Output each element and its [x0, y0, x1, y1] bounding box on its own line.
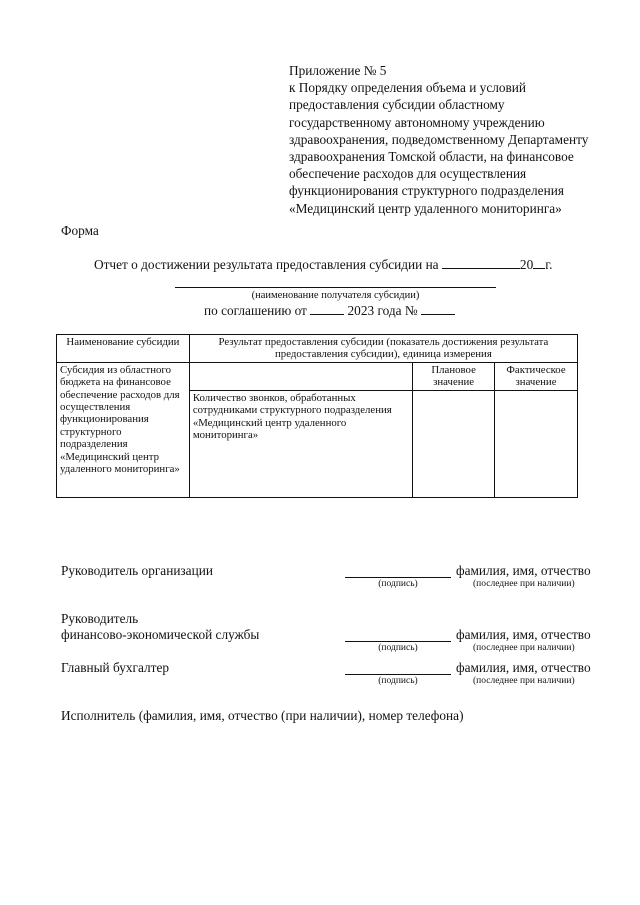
appendix-line: здравоохранения, подведомственному Департаменту: [289, 131, 589, 147]
year-blank: [533, 268, 545, 269]
agreement-date-blank: [310, 314, 344, 315]
header-planned: Плановое значение: [413, 362, 495, 390]
year-prefix: 20: [519, 257, 534, 272]
indicator-cell: Количество звонков, обработанных сотрудниками структурного подразделения «Медицинский центр удаленного мониторинга»: [189, 390, 412, 497]
agreement-line: [204, 303, 455, 319]
signature-line: [345, 674, 451, 675]
form-label: Форма: [61, 223, 99, 238]
header-subsidy-name: Наименование субсидии: [57, 335, 190, 363]
head-label: Руководитель организации: [61, 563, 213, 578]
report-title: [94, 257, 553, 273]
header-result: Результат предоставления субсидии (показатель достижения результата предоставления субсидии), единица измерения: [189, 335, 577, 363]
fio-caption: (последнее при наличии): [473, 643, 575, 653]
header-actual: Фактическое значение: [495, 362, 578, 390]
finance-label-line1: Руководитель: [61, 611, 139, 626]
agreement-prefix: по соглашению от: [204, 303, 307, 318]
fio-caption: (последнее при наличии): [473, 676, 575, 686]
appendix-line: государственному автономному учреждению: [289, 114, 545, 130]
fio-label: фамилия, имя, отчество: [456, 660, 591, 675]
report-title-text: Отчет о достижении результата предоставления субсидии на: [94, 257, 439, 272]
fio-caption: (последнее при наличии): [473, 579, 575, 589]
accountant-label: Главный бухгалтер: [61, 660, 170, 675]
appendix-line: обеспечение расходов для осуществления: [289, 166, 527, 182]
signature-caption: (подпись): [378, 579, 418, 589]
signature-caption: (подпись): [378, 676, 418, 686]
planned-value-cell[interactable]: [413, 390, 495, 497]
empty-cell: [189, 362, 412, 390]
year-suffix: г.: [545, 257, 553, 272]
appendix-line: здравоохранения Томской области, на финансовое: [289, 149, 574, 165]
signature-line: [345, 577, 451, 578]
executor-line: Исполнитель (фамилия, имя, отчество (при наличии), номер телефона): [61, 708, 464, 723]
signature-caption: (подпись): [378, 643, 418, 653]
agreement-year: 2023 года №: [347, 303, 418, 318]
appendix-line: функционирования структурного подразделения: [289, 183, 564, 199]
fio-label: фамилия, имя, отчество: [456, 627, 591, 642]
finance-label-line2: финансово-экономической службы: [61, 627, 260, 642]
actual-value-cell[interactable]: [495, 390, 578, 497]
recipient-caption: (наименование получателя субсидии): [251, 290, 420, 301]
recipient-blank: [175, 287, 496, 288]
appendix-line: Приложение № 5: [289, 63, 387, 78]
date-blank: [442, 268, 520, 269]
agreement-number-blank: [421, 314, 455, 315]
subsidy-name-cell: Субсидия из областного бюджета на финансовое обеспечение расходов для осуществления функционирования структурного подразделения «Медицинский центр удаленного мониторинга»: [57, 362, 190, 497]
appendix-line: «Медицинский центр удаленного мониторинга»: [289, 200, 562, 216]
fio-label: фамилия, имя, отчество: [456, 563, 591, 578]
appendix-line: к Порядку определения объема и условий: [289, 80, 527, 96]
appendix-header: [289, 62, 619, 217]
signature-line: [345, 641, 451, 642]
appendix-line: предоставления субсидии областному: [289, 97, 505, 113]
subsidy-table: [56, 334, 578, 498]
